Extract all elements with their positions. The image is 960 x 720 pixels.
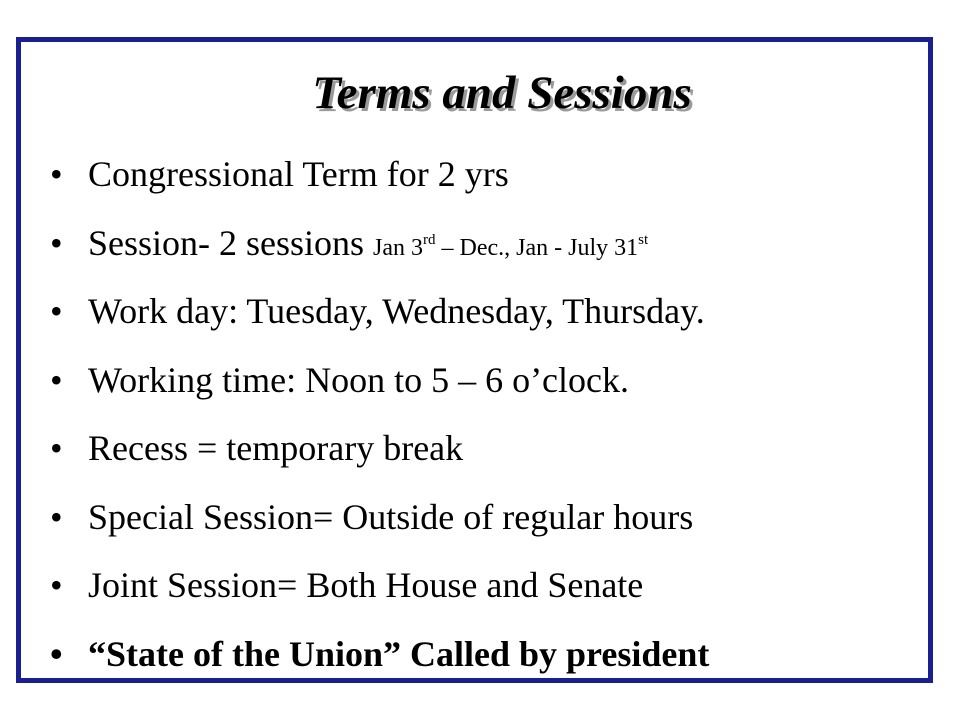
session-detail	[373, 231, 649, 261]
bullet-dot-icon: •	[50, 633, 63, 674]
bullet-dot-icon: •	[50, 222, 63, 263]
bullet-item-joint-session	[50, 551, 709, 620]
bullet-text: Special Session= Outside of regular hours	[88, 496, 694, 537]
bullet-dot-icon: •	[50, 154, 63, 195]
bullet-item-work-day	[50, 277, 709, 346]
bullet-dot-icon: •	[50, 496, 63, 537]
bullet-dot-icon: •	[50, 428, 63, 469]
bullet-text: Recess = temporary break	[88, 428, 464, 469]
bullet-text: Congressional Term for 2 yrs	[88, 154, 509, 195]
bullet-dot-icon: •	[50, 359, 63, 400]
bullet-item-state-of-the-union	[50, 620, 709, 689]
bullet-text: Work day: Tuesday, Wednesday, Thursday.	[88, 291, 705, 332]
bullet-dot-icon: •	[50, 291, 63, 332]
bullet-text: Working time: Noon to 5 – 6 o’clock.	[88, 359, 630, 400]
bullet-dot-icon: •	[50, 565, 63, 606]
bullet-item-special-session	[50, 483, 709, 552]
session-main-text: Session- 2 sessions	[88, 222, 374, 263]
session-detail-start: Jan 3	[373, 234, 424, 261]
session-detail-end-suffix: st	[638, 231, 649, 248]
session-detail-end: – Dec., Jan - July 31	[435, 234, 639, 261]
bullet-item-recess	[50, 414, 709, 483]
bullet-text: “State of the Union” Called by president	[88, 633, 710, 674]
bullet-item-working-time	[50, 346, 709, 415]
bullet-item-session	[50, 209, 709, 278]
bullet-text: Joint Session= Both House and Senate	[88, 565, 644, 606]
slide-title: Terms and Sessions	[312, 67, 692, 119]
bullet-text	[88, 222, 648, 264]
bullet-list	[50, 140, 709, 688]
bullet-item-term	[50, 140, 709, 209]
session-detail-start-suffix: rd	[423, 231, 436, 248]
